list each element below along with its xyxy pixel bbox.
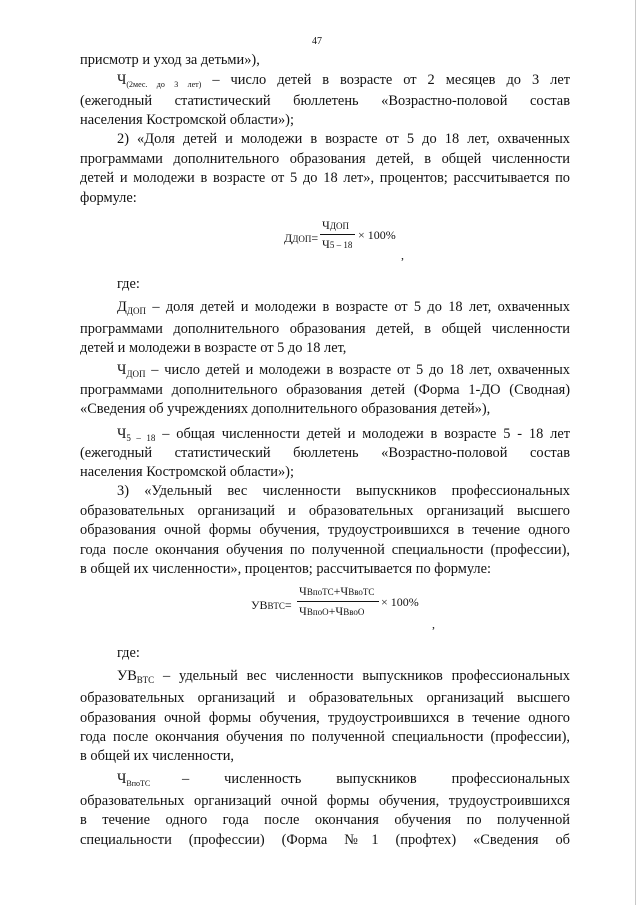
symbol: Ч bbox=[117, 362, 127, 378]
formula-symbol: Ч bbox=[322, 218, 330, 232]
formula-lhs bbox=[284, 232, 318, 246]
text-line: образовательных организаций очной формы обучения, трудоустроившихся bbox=[80, 793, 570, 809]
text-segment: – доля детей и молодежи в возрасте от 5 до 18 лет, охваченных bbox=[152, 299, 570, 315]
formula-symbol: Ч bbox=[335, 604, 344, 618]
formula-subscript: ВвоТС bbox=[348, 587, 375, 597]
formula-subscript: ВвоО bbox=[343, 607, 365, 617]
formula-plus: + bbox=[333, 584, 341, 598]
formula-multiplier: × 100% bbox=[358, 228, 396, 242]
text-line: программами дополнительного образования детей (Форма 1-ДО (Сводная) bbox=[80, 382, 570, 398]
symbol-subscript: 5 – 18 bbox=[126, 433, 156, 443]
symbol: УВ bbox=[117, 668, 137, 684]
formula-equals: = bbox=[284, 598, 292, 612]
text-line bbox=[117, 426, 570, 444]
text-line bbox=[117, 72, 570, 90]
formula-subscript: 5 – 18 bbox=[329, 240, 353, 250]
text-line: (ежегодный статистический бюллетень «Возрастно-половой состав bbox=[80, 93, 570, 109]
symbol: Ч bbox=[117, 771, 127, 787]
formula-lhs bbox=[251, 599, 292, 613]
formula-subscript: ВТС bbox=[267, 601, 285, 611]
text-line: населения Костромской области»); bbox=[80, 464, 294, 480]
text-line: программами дополнительного образования детей, в общей численности bbox=[80, 151, 570, 167]
formula-symbol: Д bbox=[284, 231, 293, 245]
fraction-bar bbox=[320, 234, 355, 235]
text-line: «Сведения об учреждениях дополнительного образования детей»), bbox=[80, 401, 491, 417]
symbol-subscript: (2мес. до 3 лет) bbox=[126, 80, 202, 89]
text-line: 2) «Доля детей и молодежи в возрасте от 5 до 18 лет, охваченных bbox=[117, 131, 570, 147]
text-segment: – число детей и молодежи в возрасте от 5 до 18 лет, охваченных bbox=[151, 362, 570, 378]
symbol: Ч bbox=[117, 426, 127, 442]
formula-subscript: ДОП bbox=[292, 234, 312, 244]
text-segment: – общая численности детей и молодежи в возрасте 5 - 18 лет bbox=[162, 426, 571, 442]
text-line: где: bbox=[117, 276, 140, 292]
formula-comma: , bbox=[432, 617, 435, 631]
formula-denominator bbox=[322, 238, 352, 252]
formula-symbol: Ч bbox=[299, 584, 307, 598]
symbol: Д bbox=[117, 299, 127, 315]
symbol-subscript: ВпоТС bbox=[126, 779, 151, 788]
text-line: 3) «Удельный вес численности выпускников профессиональных bbox=[117, 483, 570, 499]
page-number: 47 bbox=[312, 36, 322, 47]
formula-numerator bbox=[322, 219, 349, 233]
text-line: специальности (профессии) (Форма №1 (профтех) «Сведения об bbox=[80, 832, 570, 848]
text-segment: – число детей в возрасте от 2 месяцев до 3 лет bbox=[212, 72, 570, 88]
formula-symbol: Ч bbox=[340, 584, 349, 598]
page-edge bbox=[635, 0, 636, 905]
formula-numerator bbox=[299, 585, 374, 599]
formula-multiplier: × 100% bbox=[381, 595, 419, 609]
text-segment: – численность выпускников профессиональных bbox=[182, 771, 570, 787]
text-line bbox=[117, 299, 570, 317]
text-line: (ежегодный статистический бюллетень «Возрастно-половой состав bbox=[80, 445, 570, 461]
formula-symbol: Ч bbox=[322, 237, 330, 251]
symbol: Ч bbox=[117, 72, 127, 88]
text-line: детей и молодежи в возрасте от 5 до 18 лет, bbox=[80, 340, 347, 356]
text-line: образовательных организаций и образовательных организаций высшего bbox=[80, 503, 570, 519]
text-line: в течение одного года после окончания обучения по полученной bbox=[80, 812, 570, 828]
formula-symbol: Ч bbox=[299, 604, 307, 618]
text-line: образовательных организаций и образовательных организаций высшего bbox=[80, 690, 570, 706]
text-line bbox=[117, 771, 570, 789]
formula-equals: = bbox=[311, 231, 319, 245]
text-line: программами дополнительного образования детей, в общей численности bbox=[80, 321, 570, 337]
text-line: в общей их численности», процентов; рассчитывается по формуле: bbox=[80, 561, 491, 577]
text-line: года после окончания обучения по полученной специальности (профессии), bbox=[80, 729, 570, 745]
text-line: формуле: bbox=[80, 190, 137, 206]
formula-plus: + bbox=[328, 604, 336, 618]
text-line bbox=[117, 668, 570, 686]
formula-subscript: ВпоТС bbox=[306, 587, 334, 597]
text-line: образования очной формы обучения, трудоустроившихся в течение одного bbox=[80, 710, 570, 726]
text-line: населения Костромской области»); bbox=[80, 112, 294, 128]
text-line: в общей их численности, bbox=[80, 748, 234, 764]
text-line: образования очной формы обучения, трудоустроившихся в течение одного bbox=[80, 522, 570, 538]
formula-subscript: ВпоО bbox=[306, 607, 329, 617]
text-line: детей и молодежи в возрасте от 5 до 18 лет», процентов; рассчитывается по bbox=[80, 170, 570, 186]
symbol-subscript: ДОП bbox=[126, 306, 146, 316]
fraction-bar bbox=[297, 601, 379, 602]
text-line bbox=[117, 362, 570, 380]
symbol-subscript: ДОП bbox=[126, 369, 146, 379]
text-segment: – удельный вес численности выпускников профессиональных bbox=[163, 668, 570, 684]
text-line: где: bbox=[117, 645, 140, 661]
symbol-subscript: ВТС bbox=[136, 675, 155, 685]
formula-denominator bbox=[299, 605, 364, 619]
formula-subscript: ДОП bbox=[329, 221, 349, 231]
formula-symbol: УВ bbox=[251, 598, 268, 612]
text-line: присмотр и уход за детьми»), bbox=[80, 52, 260, 68]
formula-comma: , bbox=[401, 248, 404, 262]
text-line: года после окончания обучения по полученной специальности (профессии), bbox=[80, 542, 570, 558]
